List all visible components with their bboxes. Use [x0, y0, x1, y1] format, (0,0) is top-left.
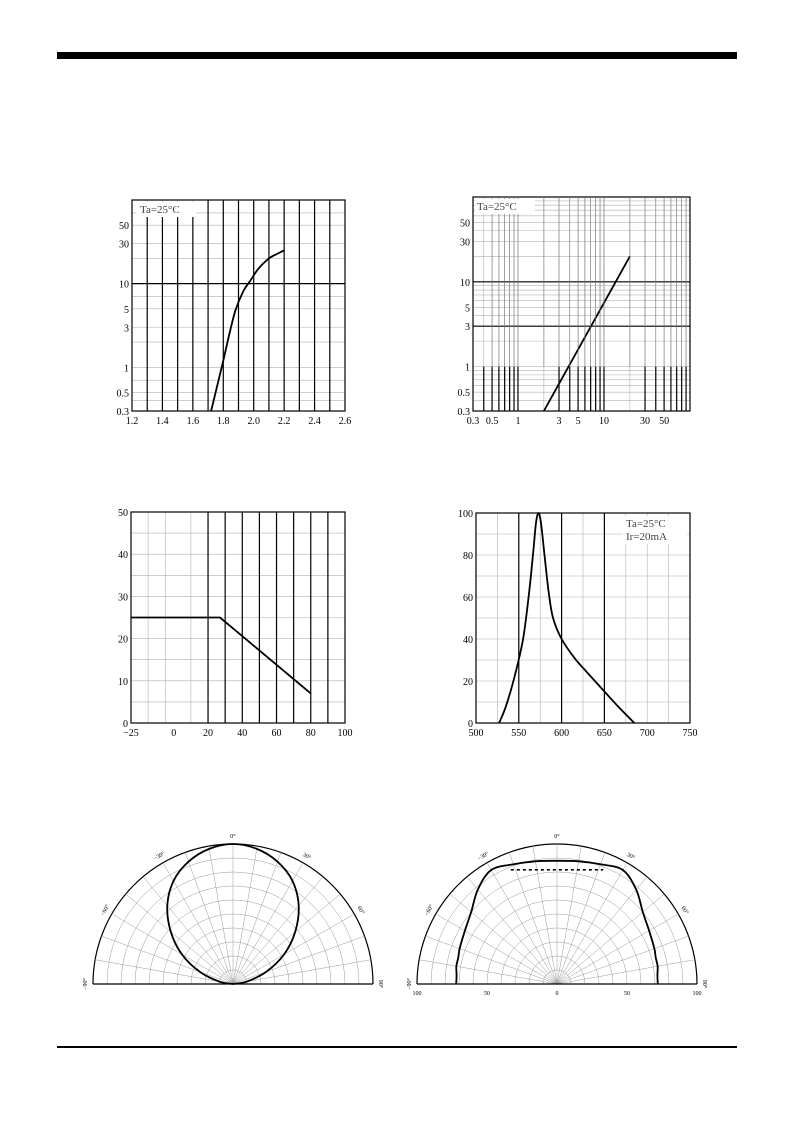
x-tick-label: 2.2 — [277, 416, 291, 427]
series-curve — [211, 250, 284, 411]
y-tick-label: 40 — [118, 550, 128, 562]
y-tick-label: 20 — [118, 634, 128, 646]
y-tick-label: 10 — [118, 676, 128, 688]
polar-radial — [467, 877, 557, 984]
condition-label: Ta=25°C — [140, 204, 180, 216]
chart-intensity-vs-current — [440, 185, 710, 430]
y-tick-label: 0.3 — [116, 407, 129, 418]
x-tick-label: 1 — [515, 416, 521, 427]
x-tick-label: 1.4 — [156, 416, 169, 427]
x-tick-label: 20 — [203, 728, 214, 739]
x-tick-label: 5 — [575, 416, 581, 427]
r-tick-label: 100 — [692, 991, 702, 997]
y-tick-label: 1 — [124, 363, 129, 375]
y-tick-label: 10 — [119, 279, 129, 291]
angle-label: 0° — [230, 834, 236, 840]
y-tick-label: 60 — [463, 593, 473, 604]
angle-label: 90° — [377, 979, 383, 989]
x-tick-label: 60 — [271, 728, 282, 739]
y-tick-label: 5 — [465, 303, 470, 315]
angle-label: −60° — [100, 903, 112, 918]
chart-forward-voltage — [100, 185, 370, 430]
y-tick-label: 3 — [465, 322, 470, 334]
polar-radial — [233, 877, 323, 984]
y-tick-label: 50 — [118, 508, 128, 519]
y-tick-label: 10 — [460, 277, 470, 289]
x-tick-label: 2.6 — [338, 416, 352, 427]
angle-label: 0° — [554, 834, 560, 840]
y-tick-label: 100 — [458, 509, 473, 520]
r-tick-label: 50 — [484, 991, 490, 997]
y-tick-label: 50 — [460, 218, 470, 230]
y-tick-label: 30 — [460, 237, 470, 249]
polar-radial — [557, 877, 647, 984]
x-tick-label: 40 — [237, 728, 248, 739]
series-curve — [544, 256, 630, 411]
r-tick-label: 50 — [624, 991, 630, 997]
chart-radiation-pattern-left — [70, 825, 400, 1000]
x-tick-label: 1.2 — [125, 416, 139, 427]
y-tick-label: 0 — [468, 719, 473, 730]
x-tick-label: 1.8 — [217, 416, 230, 427]
x-tick-label: 650 — [596, 728, 612, 739]
x-tick-label: 100 — [337, 728, 353, 739]
x-tick-label: 600 — [554, 728, 570, 739]
x-tick-label: 500 — [468, 728, 484, 739]
angle-label: 60° — [355, 905, 366, 916]
condition-label: Ta=25°C — [626, 518, 666, 530]
y-tick-label: 20 — [463, 677, 473, 688]
x-tick-label: 50 — [659, 416, 670, 427]
r-tick-label: 100 — [412, 991, 422, 997]
x-tick-label: 750 — [682, 728, 698, 739]
chart-spectral-distribution — [440, 500, 710, 740]
condition-label: Ir=20mA — [626, 531, 668, 543]
polar-radial — [450, 894, 557, 984]
y-tick-label: 0.3 — [457, 407, 470, 418]
x-tick-label: 30 — [640, 416, 651, 427]
y-tick-label: 0.5 — [116, 388, 129, 400]
x-tick-label: 700 — [639, 728, 655, 739]
y-tick-label: 80 — [463, 551, 473, 562]
y-tick-label: 30 — [118, 592, 128, 604]
x-tick-label: 80 — [305, 728, 316, 739]
angle-label: 90° — [701, 979, 707, 989]
condition-label: Ta=25°C — [477, 201, 517, 213]
chart-radiation-pattern-right — [395, 825, 725, 1000]
y-tick-label: 0 — [123, 719, 128, 730]
angle-label: −90° — [83, 978, 89, 990]
x-tick-label: 2.0 — [247, 416, 260, 427]
angle-label: −60° — [424, 903, 436, 918]
y-tick-label: 3 — [124, 323, 129, 335]
angle-label: −90° — [407, 978, 413, 990]
x-tick-label: 2.4 — [308, 416, 321, 427]
x-tick-label: −25 — [123, 728, 139, 739]
x-tick-label: 3 — [556, 416, 562, 427]
angle-label: 60° — [679, 905, 690, 916]
y-tick-label: 0.5 — [457, 388, 470, 400]
polar-radial — [233, 894, 340, 984]
x-tick-label: 550 — [511, 728, 527, 739]
angle-label: 30° — [301, 851, 312, 862]
angle-label: −30° — [152, 851, 167, 863]
polar-radial — [557, 894, 664, 984]
x-tick-label: 1.6 — [186, 416, 200, 427]
chart-current-vs-temperature — [100, 500, 370, 740]
angle-label: 30° — [625, 851, 636, 862]
footer-rule — [57, 1046, 737, 1048]
y-tick-label: 30 — [119, 239, 129, 251]
y-tick-label: 1 — [465, 362, 470, 374]
x-tick-label: 0.5 — [485, 416, 499, 427]
plot-frame — [473, 197, 690, 411]
polar-radial — [143, 877, 233, 984]
polar-radial — [126, 894, 233, 984]
x-tick-label: 0.3 — [466, 416, 480, 427]
x-tick-label: 10 — [598, 416, 609, 427]
y-tick-label: 50 — [119, 221, 129, 233]
series-curve — [131, 618, 311, 694]
y-tick-label: 40 — [463, 635, 473, 646]
r-tick-label: 0 — [555, 991, 559, 997]
x-tick-label: 0 — [171, 728, 177, 739]
y-tick-label: 5 — [124, 304, 129, 316]
header-rule — [57, 52, 737, 59]
angle-label: −30° — [476, 851, 491, 863]
